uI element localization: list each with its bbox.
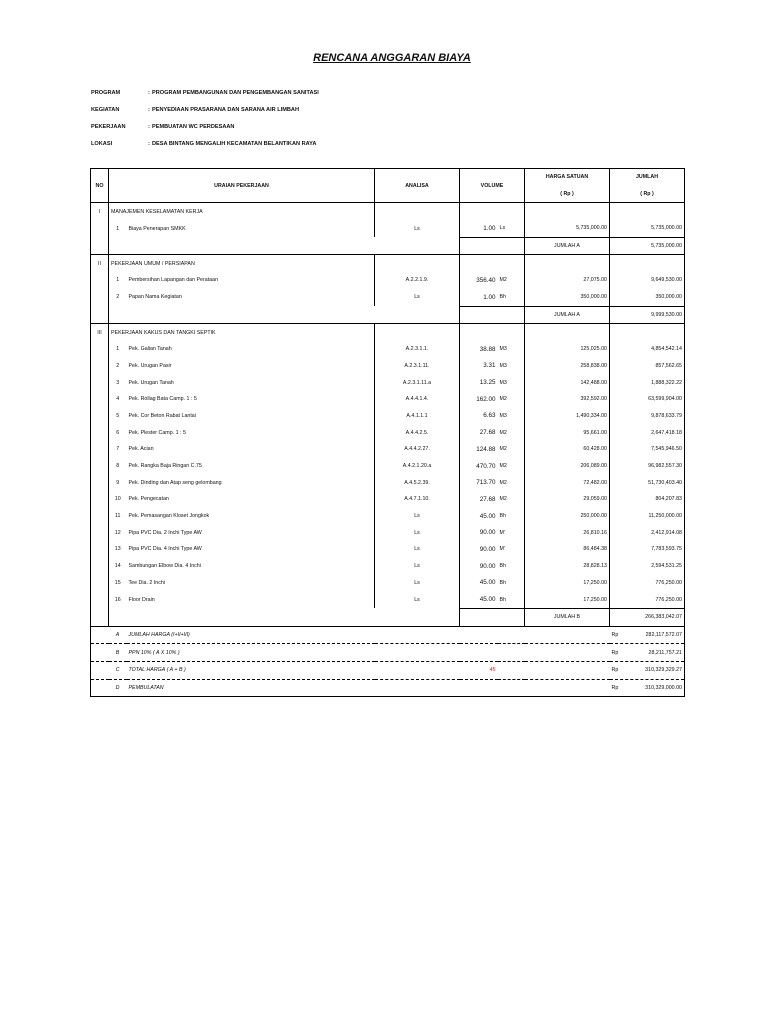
item-analysis-code: A.2.2.1.9. (375, 272, 460, 289)
item-total: 5,735,000.00 (610, 220, 685, 237)
item-unit: Bh (499, 596, 506, 603)
project-info (91, 90, 319, 158)
empty-cell (375, 324, 460, 341)
item-total: 350,000.00 (610, 289, 685, 306)
empty-cell (498, 255, 525, 272)
item-row (91, 374, 685, 391)
item-unit: M' (499, 529, 505, 536)
item-unit: M3 (499, 379, 507, 386)
empty-cell (91, 272, 109, 289)
summary-value (610, 661, 685, 679)
item-unit: M2 (499, 463, 507, 470)
item-description: Pek. Urugan Pasir (128, 362, 172, 369)
item-volume: 356.40 (460, 272, 498, 289)
empty-cell (91, 644, 109, 662)
section-total-label: JUMLAH A (525, 237, 610, 255)
empty-cell (91, 358, 109, 375)
item-description: Pek. Cor Beton Rabat Lantai (128, 412, 196, 419)
summary-amount: 310,329,329.27 (645, 667, 682, 674)
item-total: 11,250,000.00 (610, 508, 685, 525)
item-description: Pek. Rangka Baja Ringan C.75 (128, 463, 202, 470)
empty-cell (498, 644, 610, 662)
summary-value (610, 644, 685, 662)
empty-cell (91, 341, 109, 358)
item-unit-price: 206,089.00 (525, 458, 610, 475)
empty-cell (460, 203, 498, 220)
col-header-harga: HARGA SATUAN (525, 169, 610, 186)
item-volume: 27.68 (460, 491, 498, 508)
info-row (91, 107, 319, 124)
summary-note (460, 644, 498, 662)
item-number: 7 (109, 441, 127, 458)
empty-cell (610, 324, 685, 341)
item-analysis-code: Ls (375, 558, 460, 575)
section-header-row (91, 324, 685, 341)
summary-amount: 282,117,572.07 (645, 631, 682, 638)
empty-cell (91, 575, 109, 592)
item-unit: M2 (499, 429, 507, 436)
item-description: Pek. Rollag Bata Camp. 1 : 5 (128, 396, 197, 403)
empty-cell (460, 237, 525, 255)
empty-cell (525, 324, 610, 341)
item-description: Tee Dia. 2 Inchi (128, 579, 166, 586)
summary-row (91, 626, 685, 644)
empty-cell (91, 441, 109, 458)
item-description: Pek. Dinding dan Atap seng gelombang (128, 479, 222, 486)
empty-cell (91, 424, 109, 441)
summary-label: PEMBULATAN (127, 679, 460, 697)
item-unit-price: 95,661.00 (525, 424, 610, 441)
item-analysis-code: A.4.4.2.5. (375, 424, 460, 441)
item-volume: 713.70 (460, 474, 498, 491)
item-row (91, 272, 685, 289)
empty-cell (91, 558, 109, 575)
empty-cell (610, 203, 685, 220)
item-unit: Bh (499, 563, 506, 570)
info-row (91, 141, 319, 158)
info-value: DESA BINTANG MENGALIH KECAMATAN BELANTIKAN RAYA (152, 141, 317, 147)
empty-cell (498, 203, 525, 220)
item-analysis-code: A.4.5.2.39. (375, 474, 460, 491)
item-number: 1 (109, 220, 127, 237)
empty-cell (91, 591, 109, 608)
empty-cell (91, 474, 109, 491)
section-number: I (91, 203, 109, 220)
item-unit: M2 (499, 396, 507, 403)
info-label: PROGRAM (91, 90, 121, 96)
item-volume: 45.00 (460, 575, 498, 592)
item-description: Pek. Galian Tanah (128, 346, 172, 353)
summary-note (460, 679, 498, 697)
item-description: Floor Drain (128, 596, 155, 603)
item-number: 1 (109, 272, 127, 289)
empty-cell (525, 255, 610, 272)
item-unit: M2 (499, 496, 507, 503)
item-row (91, 541, 685, 558)
empty-cell (109, 608, 460, 626)
item-description: Pek. Plester Camp. 1 : 5 (128, 429, 186, 436)
col-header-jumlah-unit: ( Rp ) (610, 186, 685, 203)
item-unit-price: 142,488.00 (525, 374, 610, 391)
section-title: MANAJEMEN KESELAMATAN KERJA (109, 203, 375, 220)
section-header-row (91, 255, 685, 272)
summary-label: PPN 10% ( A X 10% ) (127, 644, 460, 662)
item-number: 12 (109, 524, 127, 541)
item-unit-price: 258,838.00 (525, 358, 610, 375)
item-description: Pek. Acian (128, 446, 154, 453)
summary-label: TOTAL HARGA ( A + B ) (127, 661, 460, 679)
item-row (91, 441, 685, 458)
section-total-row (91, 608, 685, 626)
empty-cell (91, 458, 109, 475)
item-unit: Ls (499, 225, 506, 232)
summary-value (610, 626, 685, 644)
info-value: PENYEDIAAN PRASARANA DAN SARANA AIR LIMBAH (152, 107, 299, 113)
section-title: PEKERJAAN UMUM / PERSIAPAN (109, 255, 375, 272)
col-header-harga-unit: ( Rp ) (525, 186, 610, 203)
item-description: Pipa PVC Dia. 2 Inchi Type AW (128, 529, 202, 536)
item-row (91, 508, 685, 525)
item-unit: M2 (499, 277, 507, 284)
item-description: Pek. Urugan Tanah (128, 379, 174, 386)
item-unit-price: 27,075.00 (525, 272, 610, 289)
item-unit-price: 250,000.00 (525, 508, 610, 525)
item-unit: Bh (499, 579, 506, 586)
col-header-no: NO (91, 169, 109, 203)
item-unit-price: 60,428.00 (525, 441, 610, 458)
currency-label: Rp (611, 684, 619, 691)
summary-note: 45 (460, 661, 498, 679)
col-header-jumlah: JUMLAH (610, 169, 685, 186)
summary-row (91, 644, 685, 662)
item-unit: M3 (499, 362, 507, 369)
item-unit-price: 72,482.00 (525, 474, 610, 491)
col-header-analisa: ANALISA (375, 169, 460, 203)
item-analysis-code: Ls (375, 289, 460, 306)
empty-cell (91, 374, 109, 391)
item-unit-price: 1,490,334.00 (525, 408, 610, 425)
info-label: LOKASI (91, 141, 113, 147)
empty-cell (91, 306, 109, 324)
item-number: 1 (109, 341, 127, 358)
item-unit: M2 (499, 446, 507, 453)
item-unit: M' (499, 546, 505, 553)
summary-row (91, 661, 685, 679)
item-total: 4,854,542.14 (610, 341, 685, 358)
item-volume: 3.31 (460, 358, 498, 375)
item-volume: 27.68 (460, 424, 498, 441)
item-row (91, 341, 685, 358)
item-volume: 162.00 (460, 391, 498, 408)
item-number: 6 (109, 424, 127, 441)
item-analysis-code: Ls (375, 575, 460, 592)
cost-estimate-table (90, 168, 685, 697)
summary-label: JUMLAH HARGA (I+II+III) (127, 626, 460, 644)
section-total-value: 9,999,530.00 (610, 306, 685, 324)
summary-amount: 310,329,000.00 (645, 684, 682, 691)
summary-code: D (109, 679, 127, 697)
info-separator: : (148, 141, 150, 147)
info-row (91, 90, 319, 107)
item-volume: 90.00 (460, 524, 498, 541)
item-unit-price: 392,592.00 (525, 391, 610, 408)
item-total: 9,878,633.79 (610, 408, 685, 425)
empty-cell (91, 408, 109, 425)
item-number: 13 (109, 541, 127, 558)
item-description: Pembersihan Lapangan dan Perataan (128, 277, 219, 284)
item-analysis-code: A.4.4.2.27. (375, 441, 460, 458)
item-analysis-code: Ls (375, 591, 460, 608)
empty-cell (91, 391, 109, 408)
info-value: PEMBUATAN WC PERDESAAN (152, 124, 235, 130)
info-separator: : (148, 107, 150, 113)
item-unit: M2 (499, 479, 507, 486)
section-total-row (91, 237, 685, 255)
empty-cell (91, 220, 109, 237)
empty-cell (91, 679, 109, 697)
item-row (91, 474, 685, 491)
item-analysis-code: A.2.3.1.1. (375, 341, 460, 358)
item-total: 96,982,557.30 (610, 458, 685, 475)
item-analysis-code: A.4.7.1.10. (375, 491, 460, 508)
empty-cell (91, 661, 109, 679)
empty-cell (498, 626, 610, 644)
empty-cell (109, 306, 460, 324)
summary-row (91, 679, 685, 697)
summary-value (610, 679, 685, 697)
item-total: 776,250.00 (610, 591, 685, 608)
item-row (91, 289, 685, 306)
empty-cell (91, 524, 109, 541)
item-number: 14 (109, 558, 127, 575)
item-number: 5 (109, 408, 127, 425)
info-separator: : (148, 124, 150, 130)
summary-code: B (109, 644, 127, 662)
item-volume: 38.88 (460, 341, 498, 358)
item-total: 2,594,531.25 (610, 558, 685, 575)
summary-code: A (109, 626, 127, 644)
empty-cell (91, 289, 109, 306)
item-analysis-code: A.4.1.1.1 (375, 408, 460, 425)
section-total-label: JUMLAH B (525, 608, 610, 626)
empty-cell (498, 661, 610, 679)
item-number: 16 (109, 591, 127, 608)
item-row (91, 491, 685, 508)
item-total: 2,647,418.18 (610, 424, 685, 441)
item-unit-price: 86,484.38 (525, 541, 610, 558)
item-number: 2 (109, 289, 127, 306)
item-row (91, 358, 685, 375)
section-total-value: 266,383,042.07 (610, 608, 685, 626)
item-total: 51,730,403.40 (610, 474, 685, 491)
empty-cell (91, 541, 109, 558)
item-volume: 90.00 (460, 558, 498, 575)
item-description: Biaya Penerapan SMKK (128, 225, 186, 232)
item-number: 9 (109, 474, 127, 491)
empty-cell (375, 203, 460, 220)
empty-cell (375, 255, 460, 272)
item-unit-price: 28,828.13 (525, 558, 610, 575)
section-total-label: JUMLAH A (525, 306, 610, 324)
item-number: 15 (109, 575, 127, 592)
item-analysis-code: A.4.4.1.4. (375, 391, 460, 408)
item-number: 2 (109, 358, 127, 375)
item-total: 63,599,904.00 (610, 391, 685, 408)
item-analysis-code: Ls (375, 541, 460, 558)
empty-cell (109, 237, 460, 255)
page-title: RENCANA ANGGARAN BIAYA (313, 52, 471, 64)
item-volume: 90.00 (460, 541, 498, 558)
item-unit: M3 (499, 346, 507, 353)
currency-label: Rp (611, 667, 619, 674)
info-label: KEGIATAN (91, 107, 120, 113)
item-unit: M3 (499, 412, 507, 419)
item-total: 1,888,322.22 (610, 374, 685, 391)
summary-amount: 28,211,757.21 (648, 649, 682, 656)
item-volume: 1.00 (460, 289, 498, 306)
empty-cell (91, 491, 109, 508)
empty-cell (498, 324, 525, 341)
summary-code: C (109, 661, 127, 679)
section-number: II (91, 255, 109, 272)
section-header-row (91, 203, 685, 220)
item-number: 4 (109, 391, 127, 408)
empty-cell (460, 324, 498, 341)
empty-cell (498, 679, 610, 697)
item-unit-price: 26,810.16 (525, 524, 610, 541)
item-analysis-code: Ls (375, 220, 460, 237)
col-header-volume: VOLUME (460, 169, 525, 203)
item-volume: 6.63 (460, 408, 498, 425)
currency-label: Rp (611, 649, 619, 656)
item-row (91, 424, 685, 441)
section-title: PEKERJAAN KAKUS DAN TANGKI SEPTIK (109, 324, 375, 341)
item-unit-price: 350,000.00 (525, 289, 610, 306)
empty-cell (460, 608, 525, 626)
empty-cell (91, 626, 109, 644)
item-row (91, 458, 685, 475)
item-volume: 45.00 (460, 508, 498, 525)
item-analysis-code: Ls (375, 524, 460, 541)
item-row (91, 575, 685, 592)
item-number: 8 (109, 458, 127, 475)
item-volume: 470.70 (460, 458, 498, 475)
item-total: 804,207.83 (610, 491, 685, 508)
item-total: 2,412,914.08 (610, 524, 685, 541)
item-row (91, 391, 685, 408)
item-row (91, 524, 685, 541)
info-separator: : (148, 90, 150, 96)
empty-cell (91, 237, 109, 255)
item-number: 3 (109, 374, 127, 391)
item-unit-price: 29,059.00 (525, 491, 610, 508)
col-header-uraian: URAIAN PEKERJAAN (109, 169, 375, 203)
item-unit-price: 17,250.00 (525, 575, 610, 592)
item-volume: 124.88 (460, 441, 498, 458)
item-description: Pipa PVC Dia. 4 Inchi Type AW (128, 546, 202, 553)
empty-cell (460, 255, 498, 272)
item-total: 7,545,946.50 (610, 441, 685, 458)
item-row (91, 220, 685, 237)
item-unit: Bh (499, 294, 506, 301)
item-volume: 1.00 (460, 220, 498, 237)
item-volume: 45.00 (460, 591, 498, 608)
item-row (91, 558, 685, 575)
item-total: 857,562.65 (610, 358, 685, 375)
empty-cell (91, 508, 109, 525)
summary-note (460, 626, 498, 644)
section-total-row (91, 306, 685, 324)
empty-cell (460, 306, 525, 324)
item-analysis-code: A.4.2.1.20.a (375, 458, 460, 475)
item-total: 9,649,530.00 (610, 272, 685, 289)
empty-cell (610, 255, 685, 272)
item-unit-price: 5,735,000.00 (525, 220, 610, 237)
item-unit: Bh (499, 513, 506, 520)
currency-label: Rp (611, 631, 619, 638)
empty-cell (91, 608, 109, 626)
info-label: PEKERJAAN (91, 124, 126, 130)
item-number: 10 (109, 491, 127, 508)
item-description: Pek. Pengecatan (128, 496, 169, 503)
item-row (91, 408, 685, 425)
info-value: PROGRAM PEMBANGUNAN DAN PENGEMBANGAN SANITASI (152, 90, 319, 96)
info-row (91, 124, 319, 141)
empty-cell (525, 203, 610, 220)
item-analysis-code: A.2.3.1.11. (375, 358, 460, 375)
item-analysis-code: A.2.3.1.11.a (375, 374, 460, 391)
section-total-value: 5,735,000.00 (610, 237, 685, 255)
item-description: Sambungan Elbow Dia. 4 Inchi (128, 563, 201, 570)
item-analysis-code: Ls (375, 508, 460, 525)
item-row (91, 591, 685, 608)
section-number: III (91, 324, 109, 341)
item-total: 7,783,593.75 (610, 541, 685, 558)
item-description: Papan Nama Kegiatan (128, 294, 182, 301)
item-volume: 13.25 (460, 374, 498, 391)
item-unit-price: 17,250.00 (525, 591, 610, 608)
item-description: Pek. Pemasangan Kloset Jongkok (128, 513, 210, 520)
item-number: 11 (109, 508, 127, 525)
item-unit-price: 125,025.00 (525, 341, 610, 358)
item-total: 776,250.00 (610, 575, 685, 592)
